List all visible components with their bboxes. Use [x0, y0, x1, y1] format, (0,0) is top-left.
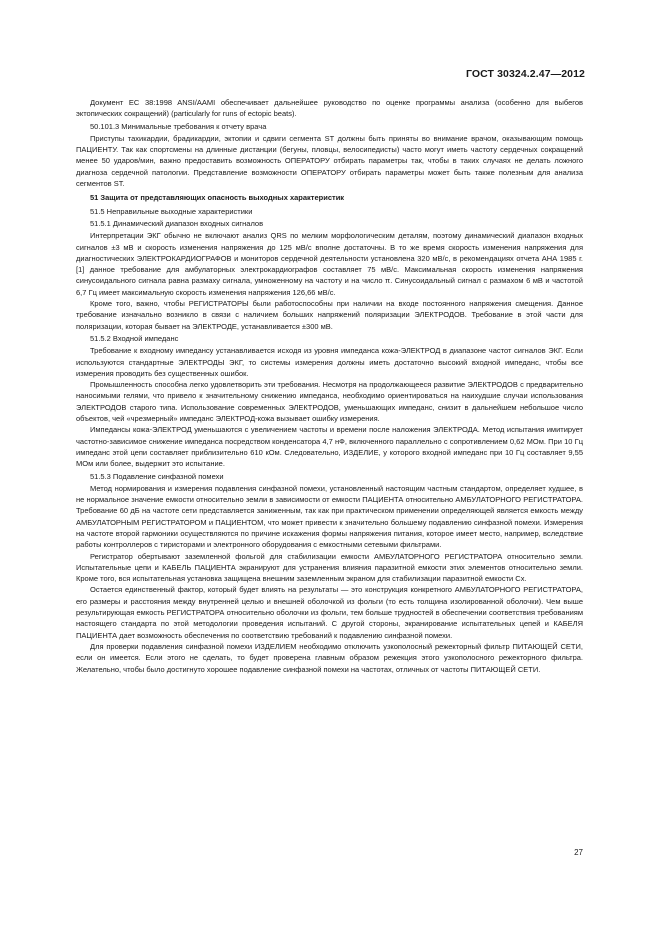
paragraph: Кроме того, важно, чтобы РЕГИСТРАТОРЫ были работоспособны при наличии на входе постоянного напряжения смещения. Данное требование изначально возникло в связи с наличием больших напряжений поляризации ЭЛЕКТРОДОВ. Требование в этой части для поляризации, которая бывает на ЭЛЕКТРОДЕ, устанавливается ±300 мВ. [76, 299, 583, 331]
paragraph: Интерпретации ЭКГ обычно не включают анализ QRS по мелким морфологическим деталям, поэтому динамический диапазон входных сигналов ±3 мВ и скорость изменения напряжения до 125 мВ/с вполне достаточны. В то же время скорость изменения напряжения для диагностических ЭЛЕКТРОКАРДИОГРАФОВ и мониторов сердечной деятельности установлена 320 мВ/с, в рекомендациях отчета АНА 1985 г. [1] данное требование для амбулаторных электрокардиографов составляет 75 мВ/с. Максимальная скорость изменения напряжения синусоидального сигнала равна размаху сигнала, умноженному на частоту и на число π. Синусоидальный сигнал с размахом 6 мВ и частотой 6,7 Гц имеет максимальную скорость изменения напряжения 126,66 мВ/с. [76, 231, 583, 297]
document-body [76, 97, 583, 675]
section-heading: 51.5 Неправильные выходные характеристики [90, 206, 253, 216]
paragraph: Регистратор обертывают заземленной фольгой для стабилизации емкости АМБУЛАТОРНОГО РЕГИСТРАТОРА относительно земли. Испытательные цепи и КАБЕЛЬ ПАЦИЕНТА экранируют для устранения влияния паразитной емкости этих элементов относительно земли. Кроме того, вся испытательная установка защищена внешним заземленным экраном для стабилизации паразитной емкости Cx. [76, 551, 583, 584]
paragraph: Промышленность способна легко удовлетворить эти требования. Несмотря на продолжающееся развитие ЭЛЕКТРОДОВ с предварительно наносимыми гелями, что привело к значительному снижению импеданса, необходимо ориентироваться на наихудшие случаи использования ЭЛЕКТРОДОВ старого типа. Использование современных ЭЛЕКТРОДОВ, уменьшающих импеданс, снизит в дальнейшем небольшое число объектов, чей «чрезмерный» импеданс ЭЛЕКТРОД-кожа вызывает ошибку измерения. [76, 380, 583, 424]
paragraph: Приступы тахикардии, брадикардии, эктопии и сдвиги сегмента ST должны быть приняты во внимание врачом, оказывающим помощь ПАЦИЕНТУ. Так как спортсмены на длинные дистанции (бегуны, пловцы, велосипедисты) часто могут иметь частоту сердечных сокращений менее 50 ударов/мин, важно предоставить возможность ОПЕРАТОРУ отбирать параметры так, чтобы в таких случаях не делать ложного диагноза сердечной патологии. Представление возможности ОПЕРАТОРУ отбирать параметры может быть также полезным для анализа сегментов ST. [76, 133, 583, 189]
section-heading: 51.5.3 Подавление синфазной помехи [90, 471, 224, 481]
paragraph: Документ EC 38:1998 ANSI/AAMI обеспечивает дальнейшее руководство по оценке программы анализа (особенно для выбегов эктопических сокращений) (particularly for runs of ectopic beats). [76, 98, 583, 119]
standard-header: ГОСТ 30324.2.47—2012 [465, 68, 585, 80]
paragraph: Требование к входному импедансу устанавливается исходя из уровня импеданса кожа-ЭЛЕКТРОД в диапазоне частот сигналов ЭКГ. Если используются стандартные ЭЛЕКТРОДЫ ЭКГ, то системы измерения должны иметь достаточно высокий входной импеданс, чтобы все измерения проводить без существенных ошибок. [76, 346, 583, 378]
section-heading: 50.101.3 Минимальные требования к отчету врача [90, 121, 267, 131]
section-heading: 51 Защита от представляющих опасность выходных характеристик [90, 193, 345, 203]
paragraph: Остается единственный фактор, который будет влиять на результаты — это конструкция конкретного АМБУЛАТОРНОГО РЕГИСТРАТОРА, его размеры и расстояния между внутренней целью и внешней оболочкой из фольги (то есть толщина изолированной оболочки). Чем выше результирующая емкость РЕГИСТРАТОРА относительно оболочки из фольги, тем больше трудностей в обеспечении соответствия требованиям настоящего стандарта по этой методологии проведения испытаний. С другой стороны, экранирование испытательных цепей и КАБЕЛЯ ПАЦИЕНТА дает возможность обеспечения по соответствию требований к подавлению синфазной помехи. [76, 585, 583, 640]
paragraph: Метод нормирования и измерения подавления синфазной помехи, установленный настоящим частным стандартом, определяет худшее, в не нормальное значение емкости относительно земли в зависимости от емкости ПАЦИЕНТА относительно АМБУЛАТОРНОГО РЕГИСТРАТОРА. Требование 60 дБ на частоте сети представляется заниженным, так как при практическом применении определяющей является емкость между АМБУЛАТОРНЫМ РЕГИСТРАТОРОМ и ПАЦИЕНТОМ, что может привести к значительно большему подавлению синфазной помехи. Измерения на частоте второй гармоники осуществляются по причине искажения формы напряжения питания, которое имеет место, например, вследствие работы контроллеров с тиристорами и электронного оборудования с емкостными сетевыми фильтрами. [76, 483, 583, 550]
page-number: 27 [574, 848, 583, 857]
paragraph: Импедансы кожа-ЭЛЕКТРОД уменьшаются с увеличением частоты и времени после наложения ЭЛЕКТРОДА. Метод испытания имитирует частотно-зависимое снижение импеданса посредством конденсатора 4,7 нФ, включенного параллельно с сопротивлением 0,62 МОм. При 10 Гц импеданс этой цепи составляет приблизительно 610 кОм. Следовательно, ИЗДЕЛИЕ, у которого входной импеданс при 10 Гц составляет 9,55 МОм или более, выдержит это испытание. [76, 425, 583, 469]
section-heading: 51.5.2 Входной импеданс [90, 333, 179, 343]
paragraph: Для проверки подавления синфазной помехи ИЗДЕЛИЕМ необходимо отключить узкополосный режекторный фильтр ПИТАЮЩЕЙ СЕТИ, если он имеется. Если этого не сделать, то будет проверена главным образом режекция этого узкополосного режекторного фильтра. Желательно, чтобы было достигнуто хорошее подавление синфазной помехи на частотах, отличных от частоты ПИТАЮЩЕЙ СЕТИ. [76, 641, 583, 674]
section-heading: 51.5.1 Динамический диапазон входных сигналов [90, 218, 264, 228]
